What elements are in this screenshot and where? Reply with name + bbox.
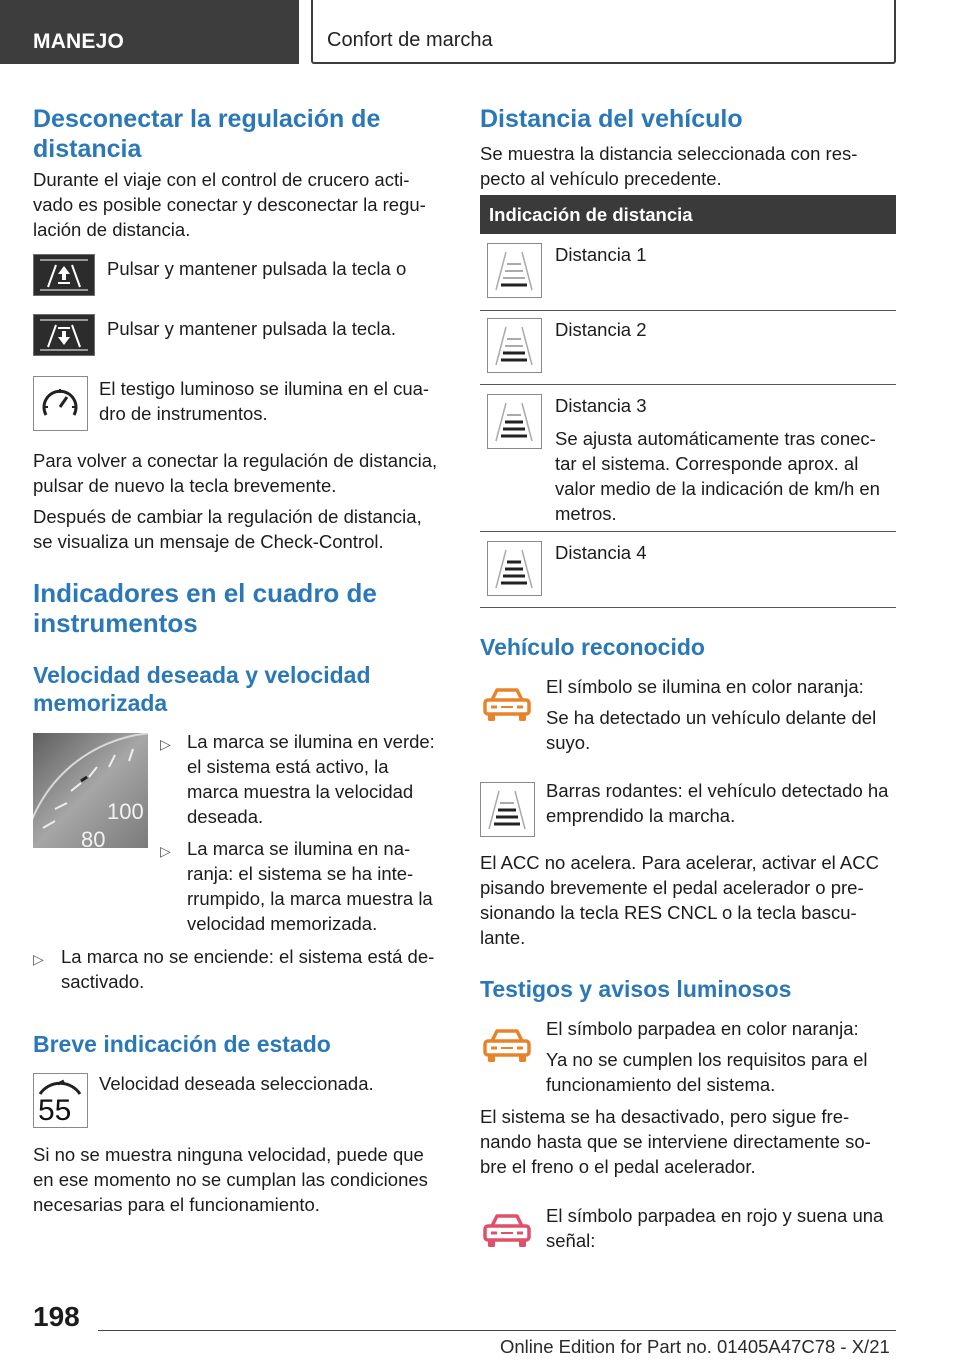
warning-text-2: Ya no se cumplen los requisitos para el funcionamiento del sistema. (546, 1049, 868, 1095)
recognized-text-3: Barras rodantes: el vehículo detectado ha emprendido la marcha. (546, 780, 889, 826)
footer-edition: Online Edition for Part no. 01405A47C78 - X/21 (500, 1336, 890, 1357)
chapter-title: Confort de marcha (327, 29, 493, 51)
bullet-icon: ▷ (160, 843, 171, 859)
speed-value: 55 (38, 1094, 72, 1127)
button2-text: Pulsar y mantener pulsada la tecla. (107, 318, 396, 339)
status-text: Velocidad deseada seleccionada. (99, 1073, 374, 1094)
paragraph-after-change: Después de cambiar la regulación de distancia, se visualiza un mensaje de Check-Control. (33, 506, 422, 552)
speed-55-icon (33, 1073, 88, 1128)
table-divider (480, 607, 896, 608)
table-row-label: Distancia 3 (555, 395, 647, 416)
gauge-label-100: 100 (107, 799, 144, 824)
bullet-off: La marca no se enciende: el sistema está de-sactivado. (61, 946, 435, 992)
table-row-label: Distancia 2 (555, 319, 647, 340)
paragraph-acc: El ACC no acelera. Para acelerar, activar el ACC pisando brevemente el pedal acelerador o pre-sionando la tecla RES CNCL o la tecla bascu-lante. (480, 852, 879, 948)
car-orange-icon (482, 1027, 532, 1067)
car-orange-icon (482, 686, 532, 726)
bullet-orange: La marca se ilumina en na-ranja: el sistema se ha inte-rrumpido, la marca muestra la velocidad memorizada. (187, 838, 433, 934)
table-header (480, 195, 896, 234)
bullet-icon: ▷ (33, 951, 44, 967)
warning-text-1: El símbolo parpadea en color naranja: (546, 1018, 859, 1039)
table-row-label: Distancia 4 (555, 542, 647, 563)
heading-status: Breve indicación de estado (33, 1031, 331, 1057)
chapter-tab (311, 0, 896, 64)
table-header-label: Indicación de distancia (489, 204, 693, 225)
recognized-text-1: El símbolo se ilumina en color naranja: (546, 676, 864, 697)
table-row-note: Se ajusta automáticamente tras conec-tar el sistema. Corresponde aprox. al valor medio de la indicación de km/h en metros. (555, 428, 880, 524)
heading-indicators: Indicadores en el cuadro de instrumentos (33, 578, 377, 638)
distance-1-icon (487, 243, 542, 298)
heading-warnings: Testigos y avisos luminosos (480, 976, 792, 1002)
heading-vehicle-distance: Distancia del vehículo (480, 105, 743, 133)
table-divider (480, 531, 896, 532)
lamp-text: El testigo luminoso se ilumina en el cua-dro de instrumentos. (99, 378, 430, 424)
bullet-icon: ▷ (160, 736, 171, 752)
speedometer-gauge-image (33, 733, 148, 848)
table-divider (480, 384, 896, 385)
paragraph-disconnect: Durante el viaje con el control de crucero acti-vado es posible conectar y desconectar la regu-lación de distancia. (33, 169, 426, 240)
page-number: 198 (33, 1301, 80, 1332)
table-divider (480, 310, 896, 311)
distance-4-icon (487, 541, 542, 596)
paragraph-distance: Se muestra la distancia seleccionada con res-pecto al vehículo precedente. (480, 143, 858, 189)
section-tab (0, 0, 299, 64)
distance-3-icon (487, 394, 542, 449)
heading-disconnect: Desconectar la regulación de distancia (33, 105, 381, 163)
distance-button-up-icon (33, 254, 95, 296)
table-row-label: Distancia 1 (555, 244, 647, 265)
bullet-green: La marca se ilumina en verde: el sistema está activo, la marca muestra la velocidad deseada. (187, 731, 435, 827)
section-title: MANEJO (33, 30, 125, 53)
paragraph-status: Si no se muestra ninguna velocidad, puede que en ese momento no se cumplan las condiciones necesarias para el funcionamiento. (33, 1144, 428, 1215)
gauge-label-80: 80 (81, 827, 106, 848)
rolling-bars-icon (480, 782, 535, 837)
car-red-icon (482, 1212, 532, 1252)
speedometer-lamp-icon (33, 376, 88, 431)
distance-2-icon (487, 318, 542, 373)
heading-desired-speed: Velocidad deseada y velocidad memorizada (33, 662, 371, 716)
heading-vehicle-recognized: Vehículo reconocido (480, 634, 705, 660)
distance-button-down-icon (33, 314, 95, 356)
paragraph-reconnect: Para volver a conectar la regulación de distancia, pulsar de nuevo la tecla brevemente. (33, 450, 438, 496)
warning-text-3: El símbolo parpadea en rojo y suena una señal: (546, 1205, 884, 1251)
recognized-text-2: Se ha detectado un vehículo delante del suyo. (546, 707, 877, 753)
paragraph-deactivated: El sistema se ha desactivado, pero sigue fre-nando hasta que se interviene directamente so-bre el freno o el pedal acelerador. (480, 1106, 871, 1177)
button1-text: Pulsar y mantener pulsada la tecla o (107, 258, 407, 279)
footer-divider (98, 1330, 896, 1331)
